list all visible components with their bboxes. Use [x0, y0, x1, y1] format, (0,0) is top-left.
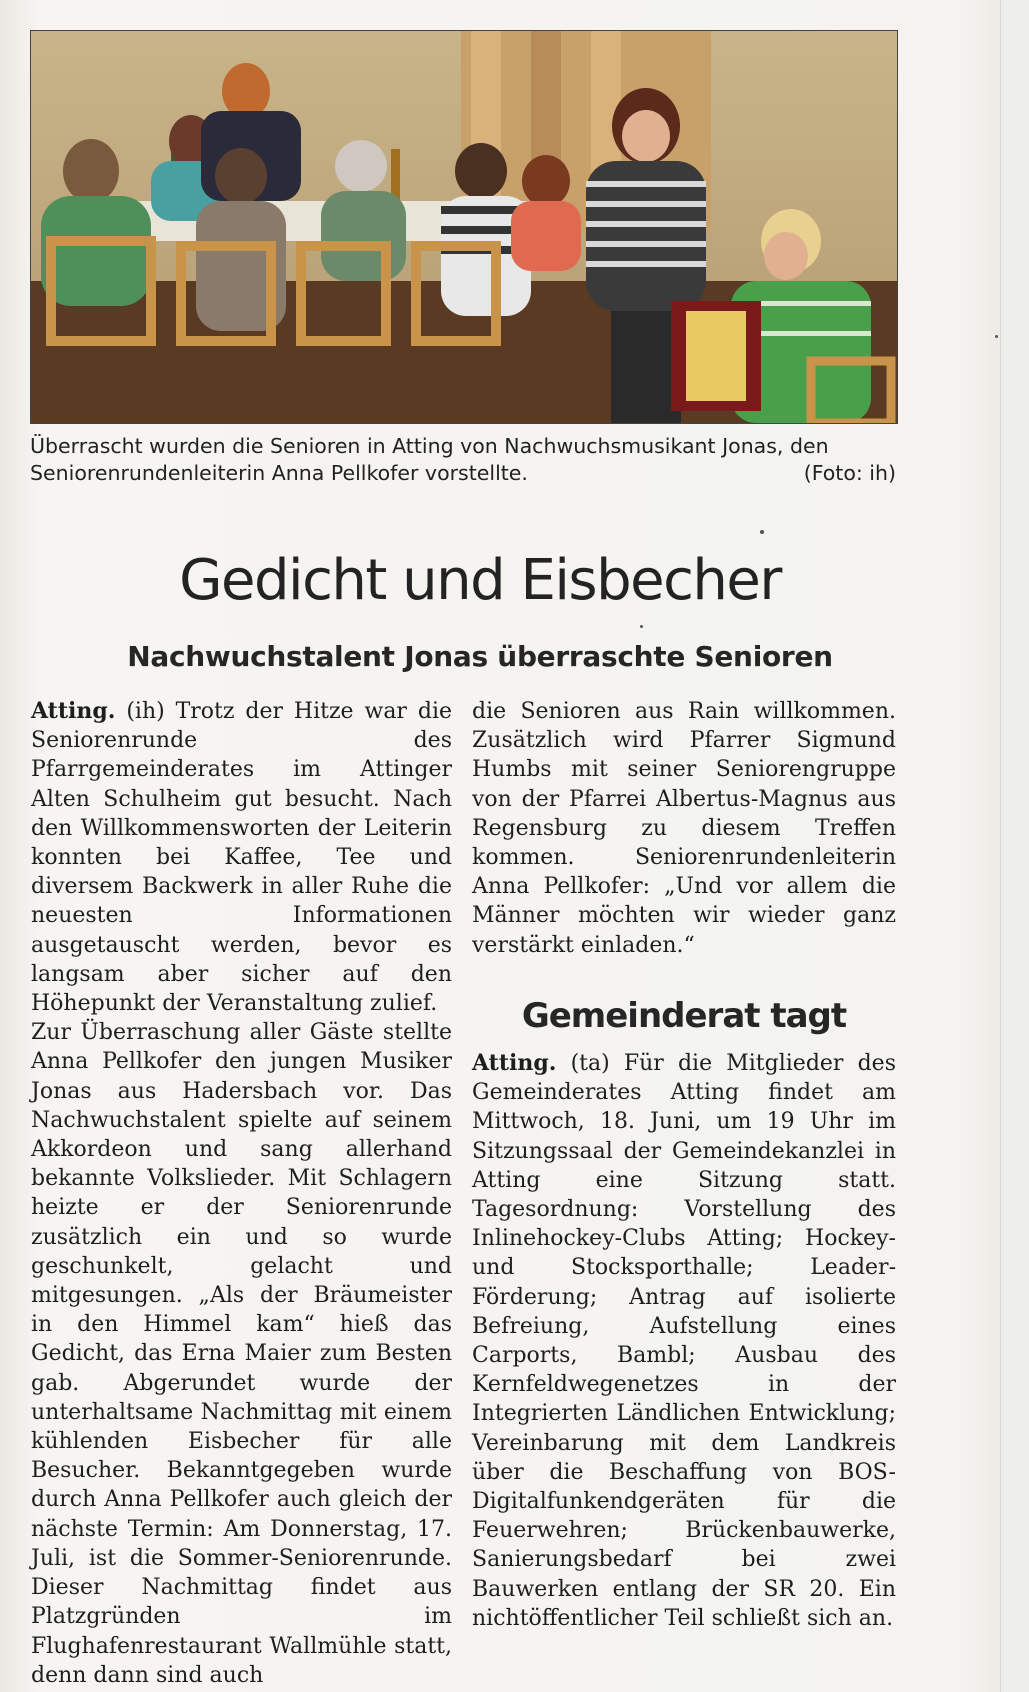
notice-dateline: Atting.: [472, 1050, 557, 1077]
article-headline: Gedicht und Eisbecher: [179, 548, 781, 613]
notice-headline: Gemeinderat tagt: [521, 995, 847, 1036]
photo-caption: [30, 433, 896, 487]
article-paragraph-1: [31, 697, 452, 1018]
print-speck: [640, 625, 643, 628]
notice-body-text: (ta) Für die Mitglieder des Gemeinderates Atting findet am Mittwoch, 18. Juni, um 19 Uhr im Sitzungssaal der Gemeindekanzlei in Atting eine Sitzung statt. Tagesordnung: Vorstellung des Inlinehockey-Clubs Atting; Hockey- und Stocksporthalle; Leader-Förderung; Antrag auf isolierte Befreiung, Aufstellung eines Carports, Bambl; Ausbau des Kernfeldwegenetzes in der Integrierten Ländlichen Entwicklung; Vereinbarung mit dem Landkreis über die Beschaffung von BOS-Digitalfunkendgeräten für die Feuerwehren; Brückenbauwerke, Sanierungsbedarf bei zwei Bauwerken entlang der SR 20. Ein nichtöffentlicher Teil schließt sich an.: [472, 1051, 896, 1631]
caption-text: Überrascht wurden die Senioren in Atting von Nachwuchsmusikant Jonas, den Seniorenrundenleiterin Anna Pellkofer vorstellte.: [30, 434, 829, 485]
photo-credit: (Foto: ih): [803, 461, 896, 485]
print-speck: [995, 335, 998, 338]
article-p1-text: (ih) Trotz der Hitze war die Seniorenrunde des Pfarrgemeinderates im Attinger Alten Schulheim gut besucht. Nach den Willkommensworten der Leiterin konnten bei Kaffee, Tee und diversem Backwerk in aller Ruhe die neuesten Informationen ausgetauscht werden, bevor es langsam aber sicher auf den Höhepunkt der Veranstaltung zulief.: [31, 699, 452, 1017]
article-photo: [30, 30, 898, 424]
print-speck: [760, 530, 764, 534]
article-dateline: Atting.: [31, 698, 116, 724]
article-column-left: [31, 697, 452, 1690]
article-subhead: Nachwuchstalent Jonas überraschte Senioren: [127, 640, 833, 673]
adjacent-page-edge: [1000, 0, 1029, 1692]
article-paragraph-3: die Senioren aus Rain willkommen. Zusätzlich wird Pfarrer Sigmund Humbs mit seiner Seniorengruppe von der Pfarrei Albertus-Magnus aus Regensburg zu diesem Treffen kommen. Seniorenrundenleiterin Anna Pellkofer: „Und vor allem die Männer möchten wir wieder ganz verstärkt einladen.“: [472, 699, 896, 958]
notice-paragraph: [472, 1049, 896, 1633]
article-column-right: [472, 697, 896, 1633]
article-paragraph-2: Zur Überraschung aller Gäste stellte Anna Pellkofer den jungen Musiker Jonas aus Hadersbach vor. Das Nachwuchstalent spielte auf seinem Akkordeon und sang allerhand bekannte Volkslieder. Mit Schlagern heizte er der Seniorenrunde zusätzlich ein und so wurde geschunkelt, gelacht und mitgesungen. „Als der Bräumeister in den Himmel kam“ hieß das Gedicht, das Erna Maier zum Besten gab. Abgerundet wurde der unterhaltsame Nachmittag mit einem kühlenden Eisbecher für alle Besucher. Bekanntgegeben wurde durch Anna Pellkofer auch gleich der nächste Termin: Am Donnerstag, 17. Juli, ist die Sommer-Seniorenrunde. Dieser Nachmittag findet aus Platzgründen im Flughafenrestaurant Wallmühle statt, denn dann sind auch: [31, 1020, 452, 1688]
